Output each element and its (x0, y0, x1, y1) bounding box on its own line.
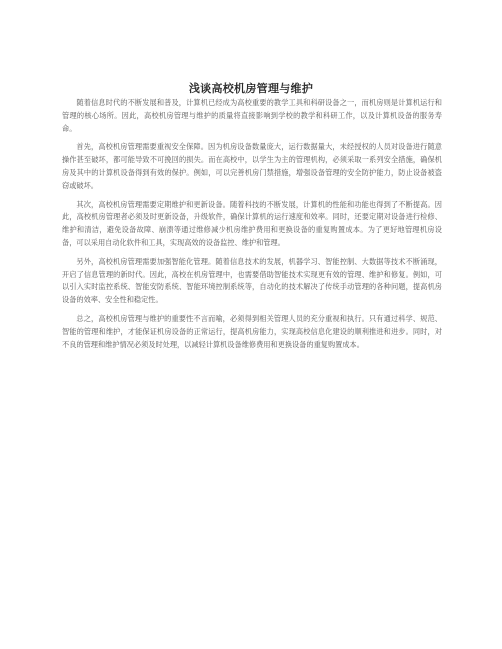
paragraph-3: 其次，高校机房管理需要定期维护和更新设备。随着科技的不断发展，计算机的性能和功能也得到了不断提高。因此，高校机房管理者必须及时更新设备，升级软件，确保计算机的运行速度和效率。同时，还要定期对设备进行检修、维护和清洁，避免设备故障、崩溃等通过维修减少机房维护费用和更换设备的重复购置成本。为了更好地管理机房设备，可以采用自动化软件和工具，实现高效的设备监控、维护和管理。 (62, 199, 442, 247)
paragraph-1: 随着信息时代的不断发展和普及，计算机已经成为高校重要的教学工具和科研设备之一，而机房则是计算机运行和管理的核心场所。因此，高校机房管理与维护的质量将直接影响到学校的教学和科研工作，以及计算机设备的服务寿命。 (62, 98, 442, 133)
paragraph-5: 总之，高校机房管理与维护的重要性不言而喻，必须得到相关管理人员的充分重视和执行。只有通过科学、规范、智能的管理和维护，才能保证机房设备的正常运行，提高机房能力，实现高校信息化建设的顺利推进和进步。同时，对不良的管理和维护情况必须及时处理，以减轻计算机设备维修费用和更换设备的重复购置成本。 (62, 313, 442, 349)
paragraph-4: 另外，高校机房管理需要加强智能化管理。随着信息技术的发展，机器学习、智能控制、大数据等技术不断涌现，开启了信息管理的新时代。因此，高校在机房管理中，也需要借助智能技术实现更有效的管理、维护和修复。例如，可以引入实时监控系统、智能安防系统、智能环境控制系统等，自动化的技术解决了传统手动管理的各种问题，提高机房设备的效率、安全性和稳定性。 (62, 256, 442, 305)
document-body (62, 97, 442, 357)
document-title: 浅谈高校机房管理与维护 (188, 82, 314, 95)
paragraph-2: 首先，高校机房管理需要重视安全保障。因为机房设备数量庞大，运行数据量大，未经授权的人员对设备进行随意操作甚至破坏，都可能导致不可挽回的损失。而在高校中，以学生为主的管理机构，必须采取一系列安全措施，确保机房及其中的计算机设备得到有效的保护。例如，可以完善机房门禁措施，增强设备管理的安全防护能力，防止设备被盗窃或破坏。 (62, 142, 442, 190)
